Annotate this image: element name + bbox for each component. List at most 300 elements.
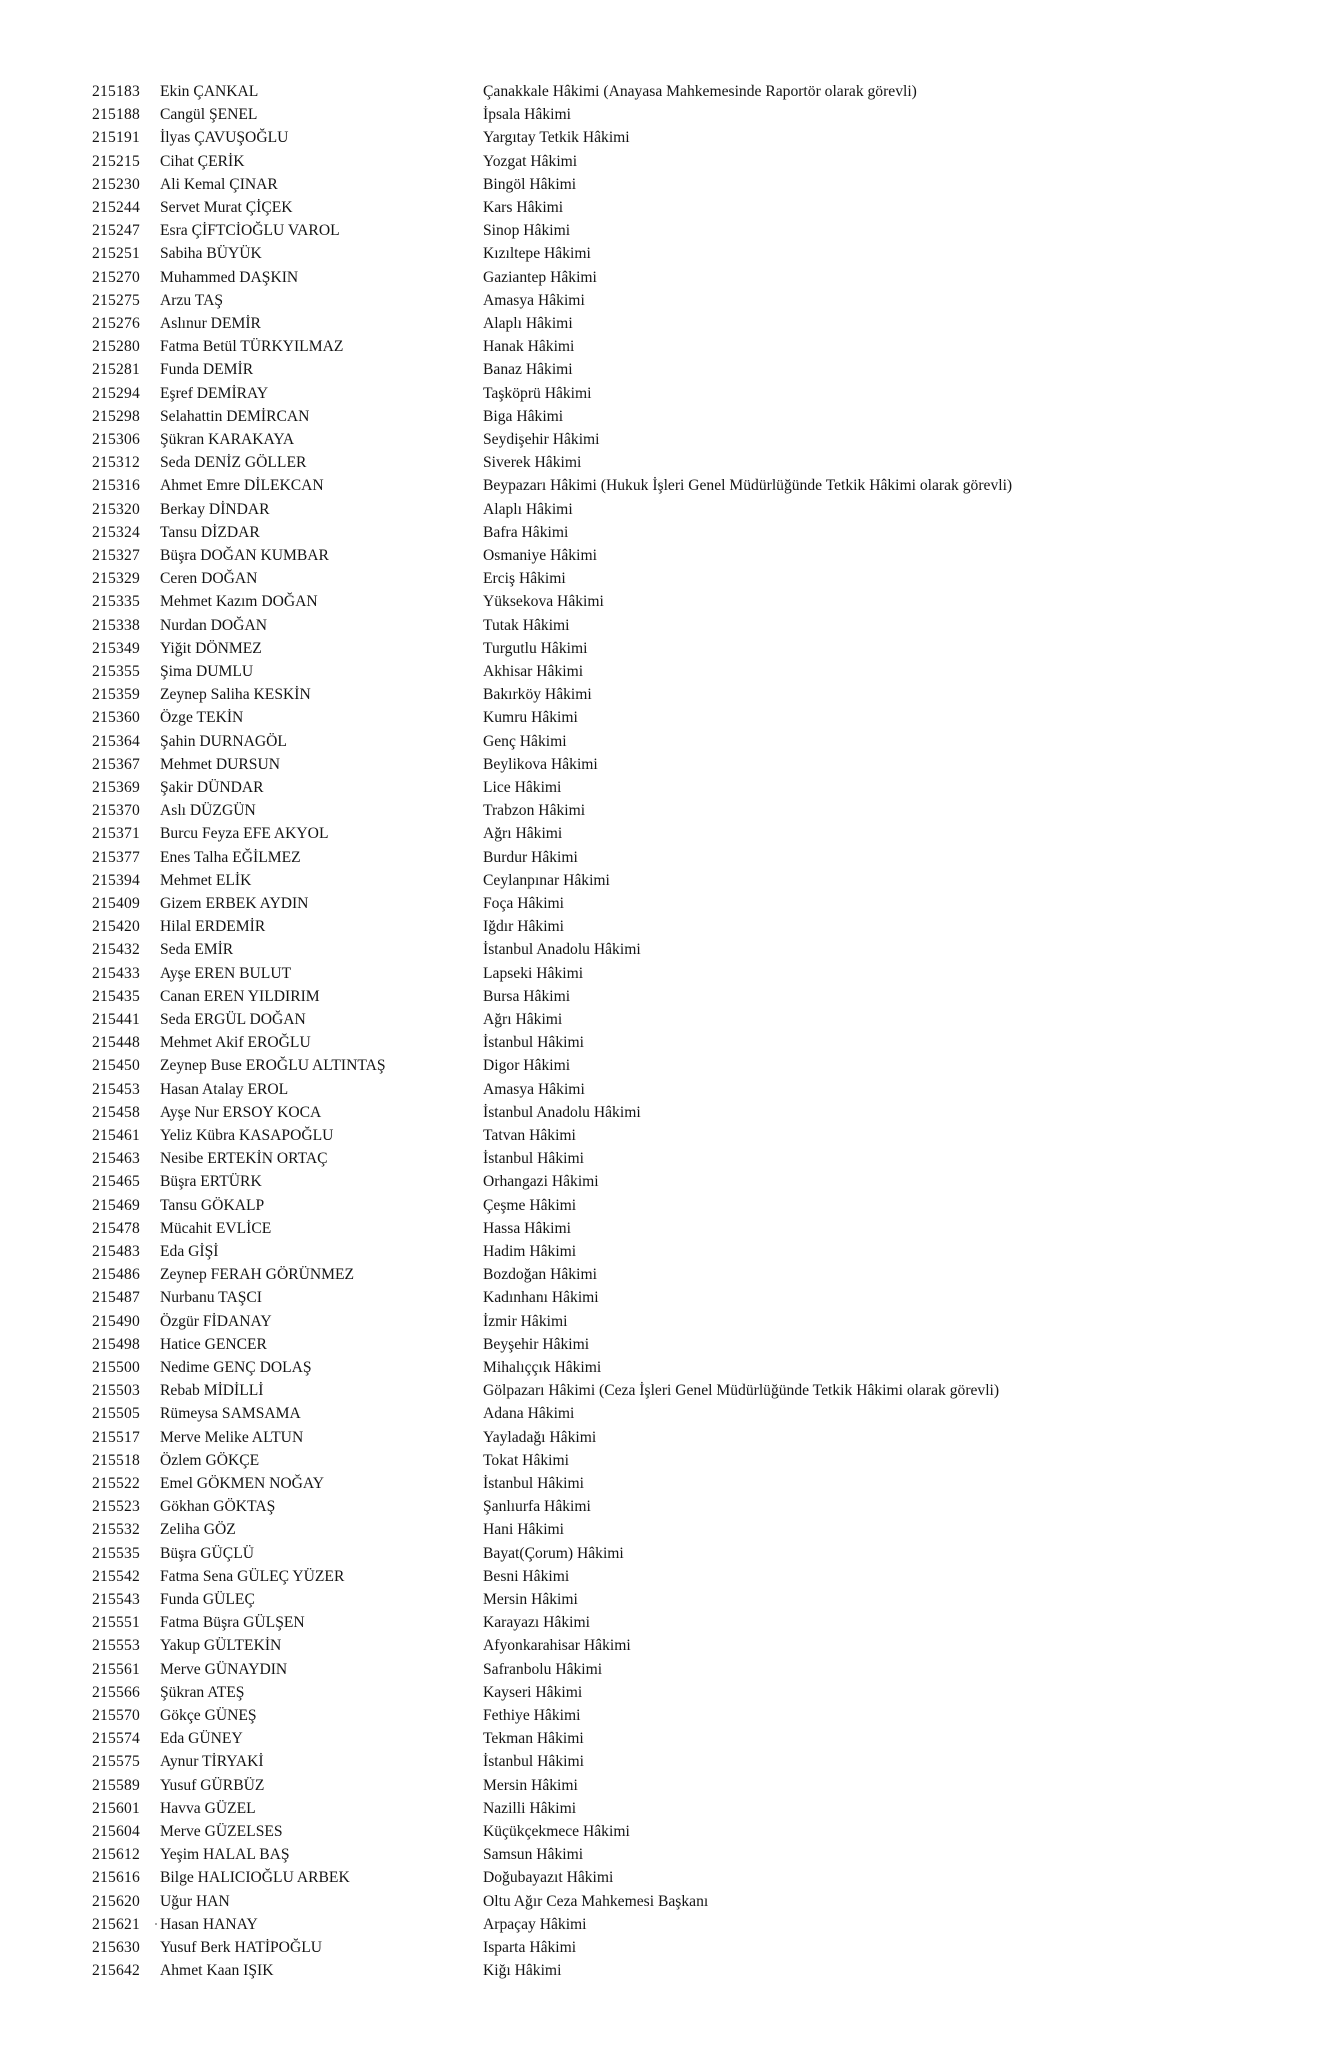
person-name: Emel GÖKMEN NOĞAY (160, 1475, 325, 1492)
person-name: Nesibe ERTEKİN ORTAÇ (160, 1150, 328, 1168)
list-item (0, 1797, 1335, 1820)
assigned-position: Kumru Hâkimi (483, 709, 578, 727)
registry-number: 215490 (92, 1312, 140, 1330)
assigned-position: İstanbul Hâkimi (483, 1150, 584, 1168)
registry-number: 215566 (92, 1683, 140, 1701)
person-name: Seda DENİZ GÖLLER (160, 454, 307, 472)
assigned-position: Mersin Hâkimi (483, 1776, 578, 1794)
assigned-position: Gölpazarı Hâkimi (Ceza İşleri Genel Müdürlüğünde Tetkik Hâkimi olarak görevli) (483, 1382, 1000, 1400)
person-name: Eda GİŞİ (160, 1243, 219, 1260)
person-name: Yusuf Berk HATİPOĞLU (160, 1939, 322, 1956)
person-name: Muhammed DAŞKIN (160, 268, 299, 286)
person-name: Şima DUMLU (160, 663, 254, 680)
assigned-position: İstanbul Anadolu Hâkimi (483, 1103, 641, 1121)
assigned-position: Safranbolu Hâkimi (483, 1660, 603, 1678)
person-name: Tansu DİZDAR (160, 523, 260, 541)
registry-number: 215367 (92, 755, 140, 773)
registry-number: 215360 (92, 709, 140, 727)
list-item (0, 1588, 1335, 1611)
registry-number: 215281 (92, 361, 140, 379)
registry-number: 215465 (92, 1173, 140, 1191)
registry-number: 215543 (92, 1591, 140, 1608)
person-name: Servet Murat ÇİÇEK (160, 199, 293, 216)
list-item (0, 451, 1335, 474)
registry-number: 215630 (92, 1939, 140, 1956)
person-name: Enes Talha EĞİLMEZ (160, 848, 301, 866)
person-name: Burcu Feyza EFE AKYOL (160, 825, 329, 843)
person-name: Aynur TİRYAKİ (160, 1753, 264, 1771)
assigned-position: Gaziantep Hâkimi (483, 268, 597, 286)
list-item (0, 1031, 1335, 1054)
assigned-position: Tekman Hâkimi (483, 1730, 584, 1748)
assigned-position: Arpaçay Hâkimi (483, 1915, 587, 1933)
list-item (0, 1658, 1335, 1681)
list-item (0, 1426, 1335, 1449)
assigned-position: Amasya Hâkimi (483, 291, 585, 309)
assigned-position: Sinop Hâkimi (483, 222, 571, 240)
registry-number: 215316 (92, 477, 140, 495)
person-name: Nurdan DOĞAN (160, 616, 267, 634)
registry-number: 215523 (92, 1498, 140, 1516)
person-name: Cihat ÇERİK (160, 152, 245, 170)
person-name: Hasan HANAY (160, 1915, 258, 1933)
person-name: Zeynep FERAH GÖRÜNMEZ (160, 1266, 355, 1284)
assigned-position: Kadınhanı Hâkimi (483, 1289, 599, 1307)
list-item (0, 1750, 1335, 1773)
person-name: Hilal ERDEMİR (160, 918, 266, 936)
list-item (0, 799, 1335, 822)
person-name: Şakir DÜNDAR (160, 779, 264, 796)
list-item (0, 1727, 1335, 1750)
person-name: Özlem GÖKÇE (160, 1451, 260, 1469)
person-name: Ahmet Kaan IŞIK (160, 1962, 274, 1980)
assigned-position: Yozgat Hâkimi (483, 152, 578, 170)
registry-number: 215448 (92, 1034, 140, 1052)
registry-number: 215604 (92, 1823, 140, 1840)
person-name: Uğur HAN (160, 1892, 230, 1910)
list-item (0, 382, 1335, 405)
registry-number: 215551 (92, 1614, 140, 1632)
list-item (0, 1866, 1335, 1889)
list-item (0, 706, 1335, 729)
registry-number: 215280 (92, 338, 140, 356)
registry-number: 215621 (92, 1915, 140, 1933)
registry-number: 215441 (92, 1011, 140, 1028)
registry-number: 215377 (92, 848, 140, 866)
person-name: Gökçe GÜNEŞ (160, 1707, 257, 1724)
registry-number: 215394 (92, 871, 140, 889)
assigned-position: Osmaniye Hâkimi (483, 547, 597, 564)
assigned-position: İstanbul Hâkimi (483, 1034, 584, 1052)
person-name: Gizem ERBEK AYDIN (160, 895, 309, 912)
assigned-position: Ağrı Hâkimi (483, 825, 563, 843)
person-name: Şahin DURNAGÖL (160, 732, 287, 750)
list-item (0, 1170, 1335, 1193)
assigned-position: Isparta Hâkimi (483, 1939, 577, 1956)
list-item (0, 985, 1335, 1008)
person-name: Fatma Sena GÜLEÇ YÜZER (160, 1567, 345, 1585)
assigned-position: Banaz Hâkimi (483, 361, 573, 379)
registry-number: 215276 (92, 315, 140, 332)
person-name: Seda EMİR (160, 941, 234, 959)
registry-number: 215498 (92, 1335, 140, 1353)
registry-number: 215535 (92, 1544, 140, 1562)
assigned-position: Mersin Hâkimi (483, 1591, 578, 1608)
registry-number: 215432 (92, 941, 140, 959)
assigned-position: İpsala Hâkimi (483, 106, 571, 124)
person-name: Zeliha GÖZ (160, 1521, 236, 1539)
assigned-position: Alaplı Hâkimi (483, 315, 573, 332)
registry-number: 215364 (92, 732, 140, 750)
assigned-position: Hassa Hâkimi (483, 1219, 571, 1237)
list-item (0, 196, 1335, 219)
list-item (0, 219, 1335, 242)
list-item (0, 474, 1335, 497)
person-name: Merve GÜZELSES (160, 1823, 283, 1840)
registry-number: 215188 (92, 106, 140, 124)
list-item (0, 846, 1335, 869)
list-item (0, 660, 1335, 683)
list-item (0, 544, 1335, 567)
person-name: Cangül ŞENEL (160, 106, 258, 124)
list-item (0, 126, 1335, 149)
list-item (0, 242, 1335, 265)
list-item (0, 1194, 1335, 1217)
assigned-position: Oltu Ağır Ceza Mahkemesi Başkanı (483, 1892, 709, 1910)
list-item (0, 1774, 1335, 1797)
person-name: Fatma Büşra GÜLŞEN (160, 1614, 305, 1632)
registry-number: 215500 (92, 1359, 140, 1376)
registry-number: 215329 (92, 570, 140, 588)
list-item (0, 915, 1335, 938)
assigned-position: Doğubayazıt Hâkimi (483, 1869, 614, 1887)
assigned-position: Hadim Hâkimi (483, 1243, 577, 1260)
list-item (0, 1681, 1335, 1704)
list-item (0, 1449, 1335, 1472)
person-name: Merve GÜNAYDIN (160, 1660, 288, 1678)
list-item (0, 753, 1335, 776)
person-name: Mehmet ELİK (160, 871, 252, 889)
assigned-position: Biga Hâkimi (483, 407, 564, 425)
person-name: Büşra ERTÜRK (160, 1173, 262, 1191)
person-name: Rebab MİDİLLİ (160, 1382, 264, 1400)
list-item (0, 1495, 1335, 1518)
registry-number: 215461 (92, 1127, 140, 1144)
person-name: Hatice GENCER (160, 1335, 267, 1353)
list-item (0, 1124, 1335, 1147)
assigned-position: Amasya Hâkimi (483, 1080, 585, 1098)
list-item (0, 150, 1335, 173)
person-name: Mehmet DURSUN (160, 755, 280, 773)
list-item (0, 1379, 1335, 1402)
registry-number: 215324 (92, 523, 140, 541)
person-name: Hasan Atalay EROL (160, 1080, 289, 1098)
list-item (0, 892, 1335, 915)
registry-number: 215435 (92, 987, 140, 1005)
person-name: Mehmet Kazım DOĞAN (160, 593, 318, 611)
person-name: Funda GÜLEÇ (160, 1591, 255, 1608)
registry-number: 215542 (92, 1567, 140, 1585)
registry-number: 215505 (92, 1405, 140, 1423)
list-item (0, 614, 1335, 637)
assigned-position: Hanak Hâkimi (483, 338, 575, 356)
list-item (0, 1147, 1335, 1170)
assigned-position: Bursa Hâkimi (483, 987, 571, 1005)
assigned-position: İzmir Hâkimi (483, 1312, 568, 1330)
assigned-position: Tokat Hâkimi (483, 1451, 569, 1469)
person-name: Yeliz Kübra KASAPOĞLU (160, 1127, 334, 1144)
list-item (0, 498, 1335, 521)
assigned-position: Kars Hâkimi (483, 199, 564, 216)
person-name: Selahattin DEMİRCAN (160, 407, 310, 425)
assigned-position: Orhangazi Hâkimi (483, 1173, 599, 1191)
registry-number: 215355 (92, 663, 140, 680)
person-name: Sabiha BÜYÜK (160, 245, 262, 263)
list-item (0, 1542, 1335, 1565)
person-name: Mehmet Akif EROĞLU (160, 1034, 311, 1052)
list-item (0, 1913, 1335, 1936)
assigned-position: Alaplı Hâkimi (483, 500, 573, 518)
registry-number: 215327 (92, 547, 140, 564)
assigned-position: Taşköprü Hâkimi (483, 384, 592, 402)
list-item (0, 637, 1335, 660)
person-name: Gökhan GÖKTAŞ (160, 1498, 276, 1516)
person-name: Seda ERGÜL DOĞAN (160, 1011, 306, 1028)
assigned-position: Bozdoğan Hâkimi (483, 1266, 597, 1284)
person-name: Zeynep Saliha KESKİN (160, 686, 311, 704)
list-item (0, 335, 1335, 358)
assigned-position: Beyşehir Hâkimi (483, 1335, 590, 1353)
person-name: Esra ÇİFTCİOĞLU VAROL (160, 222, 340, 240)
assigned-position: Digor Hâkimi (483, 1057, 571, 1075)
registry-number: 215575 (92, 1753, 140, 1771)
list-item (0, 730, 1335, 753)
list-item (0, 1217, 1335, 1240)
registry-number: 215294 (92, 384, 140, 402)
list-item (0, 405, 1335, 428)
registry-number: 215247 (92, 222, 140, 240)
registry-number: 215553 (92, 1637, 140, 1655)
list-item (0, 1310, 1335, 1333)
person-name: Yeşim HALAL BAŞ (160, 1846, 290, 1864)
person-name: Aslı DÜZGÜN (160, 802, 256, 820)
list-item (0, 103, 1335, 126)
assigned-position: Hani Hâkimi (483, 1521, 564, 1539)
person-name: Havva GÜZEL (160, 1799, 256, 1817)
person-name: Özge TEKİN (160, 709, 244, 727)
person-name: Eşref DEMİRAY (160, 384, 269, 402)
list-item (0, 1356, 1335, 1379)
list-item (0, 938, 1335, 961)
list-item (0, 1402, 1335, 1425)
assigned-position: Afyonkarahisar Hâkimi (483, 1637, 631, 1655)
assigned-position: Tatvan Hâkimi (483, 1127, 576, 1144)
assigned-position: Samsun Hâkimi (483, 1846, 584, 1864)
assigned-position: Trabzon Hâkimi (483, 802, 586, 820)
assigned-position: Seydişehir Hâkimi (483, 431, 600, 448)
person-name: Tansu GÖKALP (160, 1196, 265, 1214)
registry-number: 215433 (92, 964, 140, 982)
assigned-position: Siverek Hâkimi (483, 454, 582, 472)
registry-number: 215251 (92, 245, 140, 263)
person-name: Berkay DİNDAR (160, 500, 270, 518)
list-item (0, 358, 1335, 381)
list-item (0, 962, 1335, 985)
list-item (0, 1263, 1335, 1286)
registry-number: 215517 (92, 1428, 140, 1446)
list-item (0, 289, 1335, 312)
assigned-position: Çeşme Hâkimi (483, 1196, 577, 1214)
person-name: Merve Melike ALTUN (160, 1428, 304, 1446)
list-item (0, 312, 1335, 335)
registry-number: 215620 (92, 1892, 140, 1910)
person-name: Funda DEMİR (160, 361, 254, 379)
list-item (0, 1820, 1335, 1843)
registry-number: 215570 (92, 1707, 140, 1724)
registry-number: 215306 (92, 431, 140, 448)
person-name: Nedime GENÇ DOLAŞ (160, 1359, 312, 1376)
assigned-position: Beylikova Hâkimi (483, 755, 598, 773)
registry-number: 215370 (92, 802, 140, 820)
assigned-position: Fethiye Hâkimi (483, 1707, 581, 1724)
registry-number: 215453 (92, 1080, 140, 1098)
list-item (0, 776, 1335, 799)
list-item (0, 1240, 1335, 1263)
person-name: Canan EREN YILDIRIM (160, 987, 320, 1005)
registry-number: 215338 (92, 616, 140, 634)
person-name: Yusuf GÜRBÜZ (160, 1776, 265, 1794)
list-item (0, 1611, 1335, 1634)
assigned-position: Lice Hâkimi (483, 779, 562, 796)
person-name: İlyas ÇAVUŞOĞLU (160, 129, 289, 147)
person-name: Aslınur DEMİR (160, 315, 261, 332)
person-name: Ayşe Nur ERSOY KOCA (160, 1103, 322, 1121)
list-item (0, 1518, 1335, 1541)
assigned-position: Yüksekova Hâkimi (483, 593, 604, 611)
person-name: Özgür FİDANAY (160, 1312, 272, 1330)
assigned-position: Besni Hâkimi (483, 1567, 570, 1585)
list-item (0, 1472, 1335, 1495)
registry-number: 215215 (92, 152, 140, 170)
list-item (0, 590, 1335, 613)
person-name: Ahmet Emre DİLEKCAN (160, 477, 324, 495)
list-item (0, 683, 1335, 706)
assigned-position: Turgutlu Hâkimi (483, 639, 588, 657)
registry-number: 215244 (92, 199, 140, 216)
registry-number: 215486 (92, 1266, 140, 1284)
registry-number: 215349 (92, 639, 140, 657)
registry-number: 215371 (92, 825, 140, 843)
person-name: Zeynep Buse EROĞLU ALTINTAŞ (160, 1057, 386, 1075)
registry-number: 215487 (92, 1289, 140, 1307)
person-name: Arzu TAŞ (160, 291, 223, 309)
person-name: Ceren DOĞAN (160, 570, 258, 588)
registry-number: 215561 (92, 1660, 140, 1678)
assigned-position: Foça Hâkimi (483, 895, 564, 912)
person-name: Fatma Betül TÜRKYILMAZ (160, 338, 344, 356)
assigned-position: Lapseki Hâkimi (483, 964, 584, 982)
list-item (0, 173, 1335, 196)
registry-number: 215369 (92, 779, 140, 796)
registry-number: 215616 (92, 1869, 140, 1887)
assigned-position: Mihalıççık Hâkimi (483, 1359, 602, 1376)
assigned-position: Küçükçekmece Hâkimi (483, 1823, 630, 1840)
assigned-position: Kiğı Hâkimi (483, 1962, 562, 1980)
registry-number: 215359 (92, 686, 140, 704)
registry-number: 215589 (92, 1776, 140, 1794)
person-name: Rümeysa SAMSAMA (160, 1405, 301, 1423)
assigned-position: İstanbul Hâkimi (483, 1753, 584, 1771)
list-item (0, 266, 1335, 289)
list-item (0, 521, 1335, 544)
assigned-position: Bafra Hâkimi (483, 523, 569, 541)
registry-number: 215450 (92, 1057, 140, 1075)
registry-number: 215298 (92, 407, 140, 425)
registry-number: 215270 (92, 268, 140, 286)
registry-number: 215532 (92, 1521, 140, 1539)
assigned-position: Akhisar Hâkimi (483, 663, 584, 680)
person-name: Ekin ÇANKAL (160, 83, 259, 100)
assigned-position: Bakırköy Hâkimi (483, 686, 592, 704)
list-item (0, 1078, 1335, 1101)
list-item (0, 1634, 1335, 1657)
assigned-position: Iğdır Hâkimi (483, 918, 564, 936)
person-name: Şükran ATEŞ (160, 1683, 245, 1701)
registry-number: 215409 (92, 895, 140, 912)
registry-number: 215191 (92, 129, 140, 147)
assigned-position: Bayat(Çorum) Hâkimi (483, 1544, 624, 1562)
list-item (0, 1843, 1335, 1866)
assigned-position: Beypazarı Hâkimi (Hukuk İşleri Genel Müdürlüğünde Tetkik Hâkimi olarak görevli) (483, 477, 1013, 495)
assigned-position: Kayseri Hâkimi (483, 1683, 583, 1701)
assigned-position: Erciş Hâkimi (483, 570, 566, 588)
list-item (0, 1333, 1335, 1356)
assigned-position: Yayladağı Hâkimi (483, 1428, 597, 1446)
registry-number: 215469 (92, 1196, 140, 1214)
assigned-position: Bingöl Hâkimi (483, 175, 577, 193)
person-name: Ayşe EREN BULUT (160, 964, 292, 982)
list-item (0, 80, 1335, 103)
assigned-position: Adana Hâkimi (483, 1405, 575, 1423)
person-name: Büşra GÜÇLÜ (160, 1544, 254, 1562)
registry-number: 215574 (92, 1730, 140, 1748)
assigned-position: Tutak Hâkimi (483, 616, 570, 634)
list-item (0, 1286, 1335, 1309)
registry-number: 215522 (92, 1475, 140, 1492)
registry-number: 215183 (92, 83, 140, 100)
registry-number: 215483 (92, 1243, 140, 1260)
list-item (0, 567, 1335, 590)
registry-number: 215320 (92, 500, 140, 518)
list-item (0, 1054, 1335, 1077)
list-item (0, 1890, 1335, 1913)
assigned-position: Çanakkale Hâkimi (Anayasa Mahkemesinde Raportör olarak görevli) (483, 83, 917, 100)
registry-number: 215503 (92, 1382, 140, 1400)
registry-number: 215518 (92, 1451, 140, 1469)
person-name: Ali Kemal ÇINAR (160, 175, 278, 193)
assigned-position: Burdur Hâkimi (483, 848, 578, 866)
registry-number: 215612 (92, 1846, 140, 1864)
person-name: Eda GÜNEY (160, 1730, 243, 1748)
registry-number: 215335 (92, 593, 140, 611)
list-item (0, 1936, 1335, 1959)
person-name: Yakup GÜLTEKİN (160, 1637, 282, 1655)
registry-number: 215601 (92, 1799, 140, 1817)
registry-number: 215458 (92, 1103, 140, 1121)
person-name: Bilge HALICIOĞLU ARBEK (160, 1869, 350, 1887)
list-item (0, 869, 1335, 892)
assigned-position: Ceylanpınar Hâkimi (483, 871, 610, 889)
